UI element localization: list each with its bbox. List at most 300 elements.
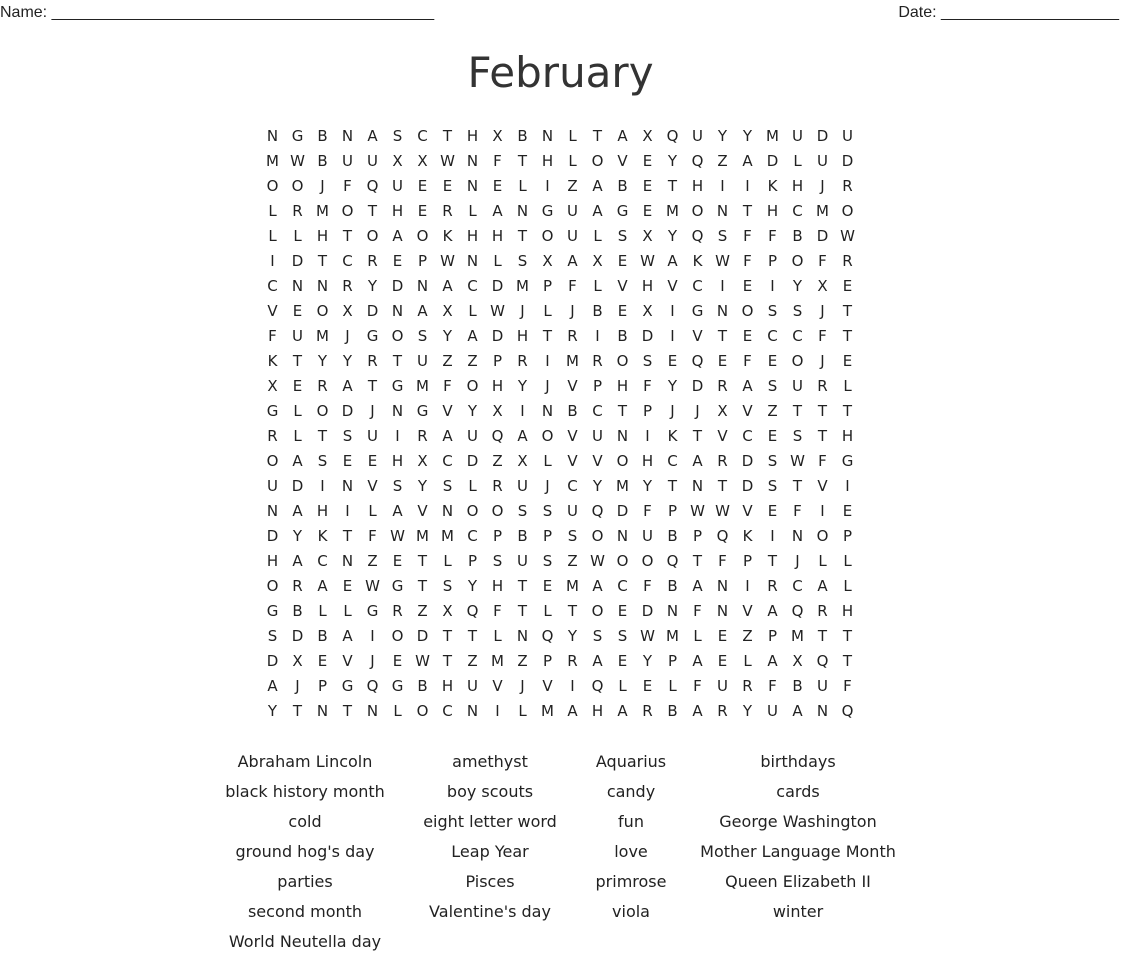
grid-letter[interactable]: T (517, 227, 528, 245)
grid-letter[interactable]: S (642, 352, 653, 370)
grid-letter[interactable]: E (617, 252, 628, 270)
grid-letter[interactable]: E (767, 352, 778, 370)
grid-letter[interactable]: V (742, 402, 753, 420)
grid-letter[interactable]: R (567, 327, 578, 345)
grid-letter[interactable]: H (641, 452, 654, 470)
grid-letter[interactable]: O (791, 252, 804, 270)
grid-letter[interactable]: T (617, 402, 628, 420)
grid-letter[interactable]: V (742, 502, 753, 520)
grid-letter[interactable]: N (541, 402, 554, 420)
grid-letter[interactable]: T (567, 602, 578, 620)
grid-letter[interactable]: I (345, 502, 350, 520)
grid-letter[interactable]: R (717, 377, 728, 395)
grid-letter[interactable]: E (542, 577, 553, 595)
grid-letter[interactable]: M (666, 627, 679, 645)
grid-letter[interactable]: G (341, 677, 354, 695)
grid-letter[interactable]: P (767, 252, 778, 270)
grid-letter[interactable]: Y (417, 477, 428, 495)
grid-letter[interactable]: U (717, 677, 728, 695)
grid-letter[interactable]: D (466, 452, 479, 470)
grid-letter[interactable]: A (417, 302, 428, 320)
grid-letter[interactable]: U (367, 152, 378, 170)
grid-letter[interactable]: Q (666, 552, 679, 570)
grid-letter[interactable]: K (442, 227, 453, 245)
grid-letter[interactable]: O (466, 502, 479, 520)
grid-letter[interactable]: J (820, 302, 825, 320)
grid-letter[interactable]: H (266, 552, 279, 570)
grid-letter[interactable]: E (492, 177, 503, 195)
grid-letter[interactable]: O (316, 302, 329, 320)
grid-letter[interactable]: J (695, 402, 700, 420)
grid-letter[interactable]: T (742, 202, 753, 220)
grid-letter[interactable]: N (316, 277, 329, 295)
grid-letter[interactable]: U (517, 477, 528, 495)
grid-letter[interactable]: F (443, 377, 452, 395)
grid-letter[interactable]: T (342, 527, 353, 545)
grid-letter[interactable]: L (843, 552, 852, 570)
grid-letter[interactable]: E (617, 302, 628, 320)
grid-letter[interactable]: O (841, 202, 854, 220)
grid-letter[interactable]: S (767, 477, 778, 495)
grid-letter[interactable]: C (792, 202, 803, 220)
grid-letter[interactable]: U (292, 327, 303, 345)
grid-letter[interactable]: O (266, 177, 279, 195)
grid-letter[interactable]: N (341, 127, 354, 145)
grid-letter[interactable]: L (518, 177, 527, 195)
grid-letter[interactable]: L (393, 702, 402, 720)
grid-letter[interactable]: V (367, 477, 378, 495)
grid-letter[interactable]: M (766, 127, 779, 145)
grid-letter[interactable]: T (292, 352, 303, 370)
grid-letter[interactable]: T (317, 252, 328, 270)
grid-letter[interactable]: N (266, 127, 279, 145)
date-field[interactable]: Date: ____________________ (898, 4, 1119, 21)
grid-letter[interactable]: V (442, 402, 453, 420)
grid-letter[interactable]: Q (591, 677, 604, 695)
grid-letter[interactable]: N (666, 602, 679, 620)
grid-letter[interactable]: B (592, 302, 603, 320)
grid-letter[interactable]: J (545, 377, 550, 395)
grid-letter[interactable]: X (442, 602, 453, 620)
grid-letter[interactable]: U (692, 127, 703, 145)
grid-letter[interactable]: T (292, 702, 303, 720)
grid-letter[interactable]: H (466, 127, 479, 145)
grid-letter[interactable]: N (616, 427, 629, 445)
grid-letter[interactable]: B (792, 677, 803, 695)
grid-letter[interactable]: T (342, 227, 353, 245)
grid-letter[interactable]: Q (541, 627, 554, 645)
grid-letter[interactable]: Q (591, 502, 604, 520)
grid-letter[interactable]: R (642, 702, 653, 720)
grid-letter[interactable]: E (667, 352, 678, 370)
grid-letter[interactable]: D (816, 127, 829, 145)
grid-letter[interactable]: D (766, 152, 779, 170)
grid-letter[interactable]: T (692, 427, 703, 445)
grid-letter[interactable]: O (791, 352, 804, 370)
grid-letter[interactable]: L (293, 402, 302, 420)
grid-letter[interactable]: J (670, 402, 675, 420)
grid-letter[interactable]: S (442, 577, 453, 595)
grid-letter[interactable]: O (491, 502, 504, 520)
grid-letter[interactable]: D (616, 502, 629, 520)
grid-letter[interactable]: D (491, 327, 504, 345)
grid-letter[interactable]: W (390, 527, 405, 545)
grid-letter[interactable]: A (817, 577, 828, 595)
grid-letter[interactable]: N (391, 302, 404, 320)
grid-letter[interactable]: E (767, 502, 778, 520)
grid-letter[interactable]: I (495, 702, 500, 720)
grid-letter[interactable]: O (616, 552, 629, 570)
grid-letter[interactable]: A (467, 327, 478, 345)
grid-letter[interactable]: I (720, 177, 725, 195)
grid-letter[interactable]: X (642, 302, 653, 320)
grid-letter[interactable]: I (670, 302, 675, 320)
grid-letter[interactable]: A (742, 377, 753, 395)
grid-letter[interactable]: O (591, 152, 604, 170)
grid-letter[interactable]: J (370, 652, 375, 670)
grid-letter[interactable]: Y (642, 477, 653, 495)
grid-letter[interactable]: R (717, 702, 728, 720)
grid-letter[interactable]: E (717, 652, 728, 670)
grid-letter[interactable]: Q (366, 677, 379, 695)
grid-letter[interactable]: X (292, 652, 303, 670)
grid-letter[interactable]: S (542, 502, 553, 520)
grid-letter[interactable]: G (291, 127, 304, 145)
grid-letter[interactable]: E (642, 177, 653, 195)
grid-letter[interactable]: E (442, 177, 453, 195)
grid-letter[interactable]: N (691, 477, 704, 495)
grid-letter[interactable]: Z (417, 602, 428, 620)
grid-letter[interactable]: Q (716, 527, 729, 545)
grid-letter[interactable]: A (592, 202, 603, 220)
grid-letter[interactable]: A (567, 252, 578, 270)
grid-letter[interactable]: A (617, 127, 628, 145)
grid-letter[interactable]: H (591, 702, 604, 720)
grid-letter[interactable]: S (517, 502, 528, 520)
grid-letter[interactable]: X (717, 402, 728, 420)
grid-letter[interactable]: V (617, 277, 628, 295)
grid-letter[interactable]: D (841, 152, 854, 170)
grid-letter[interactable]: Z (492, 452, 503, 470)
grid-letter[interactable]: X (342, 302, 353, 320)
grid-letter[interactable]: A (617, 702, 628, 720)
grid-letter[interactable]: B (792, 227, 803, 245)
grid-letter[interactable]: S (417, 327, 428, 345)
grid-letter[interactable]: M (516, 277, 529, 295)
grid-letter[interactable]: T (417, 577, 428, 595)
grid-letter[interactable]: T (517, 152, 528, 170)
grid-letter[interactable]: A (292, 452, 303, 470)
grid-letter[interactable]: W (415, 652, 430, 670)
grid-letter[interactable]: V (542, 677, 553, 695)
grid-letter[interactable]: S (317, 452, 328, 470)
grid-letter[interactable]: Y (642, 652, 653, 670)
grid-letter[interactable]: H (641, 277, 654, 295)
grid-letter[interactable]: C (342, 252, 353, 270)
grid-letter[interactable]: X (492, 127, 503, 145)
grid-letter[interactable]: L (493, 252, 502, 270)
grid-letter[interactable]: D (816, 227, 829, 245)
grid-letter[interactable]: V (417, 502, 428, 520)
grid-letter[interactable]: L (468, 202, 477, 220)
grid-letter[interactable]: V (567, 452, 578, 470)
grid-letter[interactable]: N (266, 502, 279, 520)
grid-letter[interactable]: G (391, 577, 404, 595)
grid-letter[interactable]: M (266, 152, 279, 170)
grid-letter[interactable]: B (292, 602, 303, 620)
grid-letter[interactable]: T (767, 552, 778, 570)
grid-letter[interactable]: N (466, 252, 479, 270)
grid-letter[interactable]: W (640, 627, 655, 645)
grid-letter[interactable]: E (342, 452, 353, 470)
grid-letter[interactable]: G (616, 202, 629, 220)
grid-letter[interactable]: S (617, 227, 628, 245)
grid-letter[interactable]: M (566, 577, 579, 595)
grid-letter[interactable]: Z (742, 627, 753, 645)
grid-letter[interactable]: I (770, 277, 775, 295)
grid-letter[interactable]: A (567, 702, 578, 720)
grid-letter[interactable]: K (692, 252, 703, 270)
grid-letter[interactable]: F (568, 277, 577, 295)
grid-letter[interactable]: O (366, 227, 379, 245)
grid-letter[interactable]: R (417, 427, 428, 445)
grid-letter[interactable]: F (843, 677, 852, 695)
grid-letter[interactable]: B (667, 577, 678, 595)
grid-letter[interactable]: A (292, 552, 303, 570)
grid-letter[interactable]: H (541, 152, 554, 170)
grid-letter[interactable]: Y (267, 702, 278, 720)
grid-letter[interactable]: A (592, 652, 603, 670)
grid-letter[interactable]: K (317, 527, 328, 545)
grid-letter[interactable]: A (517, 427, 528, 445)
grid-letter[interactable]: B (567, 402, 578, 420)
grid-letter[interactable]: I (670, 327, 675, 345)
grid-letter[interactable]: A (367, 127, 378, 145)
grid-letter[interactable]: P (542, 652, 553, 670)
grid-letter[interactable]: L (343, 602, 352, 620)
grid-letter[interactable]: B (417, 677, 428, 695)
grid-letter[interactable]: O (616, 352, 629, 370)
grid-letter[interactable]: B (317, 152, 328, 170)
grid-letter[interactable]: B (317, 627, 328, 645)
grid-letter[interactable]: V (267, 302, 278, 320)
grid-letter[interactable]: E (742, 327, 753, 345)
grid-letter[interactable]: F (818, 452, 827, 470)
grid-letter[interactable]: E (742, 277, 753, 295)
grid-letter[interactable]: R (817, 377, 828, 395)
grid-letter[interactable]: G (541, 202, 554, 220)
grid-letter[interactable]: N (416, 277, 429, 295)
grid-letter[interactable]: D (291, 252, 304, 270)
grid-letter[interactable]: L (818, 552, 827, 570)
grid-letter[interactable]: C (767, 327, 778, 345)
grid-letter[interactable]: M (791, 627, 804, 645)
grid-letter[interactable]: U (417, 352, 428, 370)
grid-letter[interactable]: T (442, 652, 453, 670)
grid-letter[interactable]: M (416, 527, 429, 545)
grid-letter[interactable]: L (318, 602, 327, 620)
grid-letter[interactable]: F (793, 502, 802, 520)
grid-letter[interactable]: F (743, 227, 752, 245)
grid-letter[interactable]: X (267, 377, 278, 395)
grid-letter[interactable]: G (266, 402, 279, 420)
grid-letter[interactable]: R (367, 352, 378, 370)
grid-letter[interactable]: Q (691, 152, 704, 170)
grid-letter[interactable]: D (741, 477, 754, 495)
grid-letter[interactable]: U (642, 527, 653, 545)
grid-letter[interactable]: X (642, 227, 653, 245)
grid-letter[interactable]: P (317, 677, 328, 695)
grid-letter[interactable]: V (592, 452, 603, 470)
grid-letter[interactable]: O (691, 202, 704, 220)
grid-letter[interactable]: D (641, 602, 654, 620)
grid-letter[interactable]: S (442, 477, 453, 495)
grid-letter[interactable]: Z (717, 152, 728, 170)
grid-letter[interactable]: Z (567, 552, 578, 570)
grid-letter[interactable]: A (292, 502, 303, 520)
grid-letter[interactable]: E (417, 202, 428, 220)
grid-letter[interactable]: Q (666, 127, 679, 145)
grid-letter[interactable]: I (545, 177, 550, 195)
grid-letter[interactable]: J (820, 177, 825, 195)
grid-letter[interactable]: W (290, 152, 305, 170)
grid-letter[interactable]: U (467, 677, 478, 695)
grid-letter[interactable]: F (643, 377, 652, 395)
grid-letter[interactable]: A (342, 377, 353, 395)
grid-letter[interactable]: I (270, 252, 275, 270)
grid-letter[interactable]: R (292, 202, 303, 220)
grid-letter[interactable]: P (542, 527, 553, 545)
grid-letter[interactable]: S (767, 452, 778, 470)
grid-letter[interactable]: L (468, 477, 477, 495)
grid-letter[interactable]: D (691, 377, 704, 395)
grid-letter[interactable]: C (467, 527, 478, 545)
grid-letter[interactable]: W (840, 227, 855, 245)
grid-letter[interactable]: D (266, 527, 279, 545)
grid-letter[interactable]: B (617, 327, 628, 345)
grid-letter[interactable]: T (542, 327, 553, 345)
grid-letter[interactable]: J (320, 177, 325, 195)
grid-letter[interactable]: X (417, 452, 428, 470)
grid-letter[interactable]: R (767, 577, 778, 595)
grid-letter[interactable]: K (267, 352, 278, 370)
grid-letter[interactable]: S (717, 227, 728, 245)
grid-letter[interactable]: O (641, 552, 654, 570)
grid-letter[interactable]: A (442, 427, 453, 445)
grid-letter[interactable]: K (767, 177, 778, 195)
grid-letter[interactable]: N (516, 202, 529, 220)
grid-letter[interactable]: H (441, 677, 454, 695)
grid-letter[interactable]: X (517, 452, 528, 470)
grid-letter[interactable]: F (743, 352, 752, 370)
grid-letter[interactable]: T (817, 427, 828, 445)
grid-letter[interactable]: F (818, 327, 827, 345)
grid-letter[interactable]: P (667, 652, 678, 670)
grid-letter[interactable]: E (842, 277, 853, 295)
grid-letter[interactable]: S (392, 477, 403, 495)
grid-letter[interactable]: U (592, 427, 603, 445)
grid-letter[interactable]: A (442, 277, 453, 295)
grid-letter[interactable]: B (317, 127, 328, 145)
grid-letter[interactable]: A (692, 652, 703, 670)
grid-letter[interactable]: V (342, 652, 353, 670)
grid-letter[interactable]: T (692, 552, 703, 570)
grid-letter[interactable]: F (493, 152, 502, 170)
grid-letter[interactable]: O (616, 452, 629, 470)
grid-letter[interactable]: W (490, 302, 505, 320)
grid-letter[interactable]: F (693, 677, 702, 695)
grid-letter[interactable]: A (592, 177, 603, 195)
grid-letter[interactable]: T (667, 477, 678, 495)
grid-letter[interactable]: H (466, 227, 479, 245)
grid-letter[interactable]: T (817, 402, 828, 420)
grid-letter[interactable]: F (368, 527, 377, 545)
grid-letter[interactable]: Z (567, 177, 578, 195)
grid-letter[interactable]: R (292, 577, 303, 595)
grid-letter[interactable]: I (395, 427, 400, 445)
grid-letter[interactable]: P (692, 527, 703, 545)
grid-letter[interactable]: V (742, 602, 753, 620)
grid-letter[interactable]: G (841, 452, 854, 470)
grid-letter[interactable]: E (617, 652, 628, 670)
grid-letter[interactable]: U (792, 377, 803, 395)
grid-letter[interactable]: N (341, 552, 354, 570)
grid-letter[interactable]: V (717, 427, 728, 445)
grid-letter[interactable]: C (267, 277, 278, 295)
grid-letter[interactable]: T (342, 702, 353, 720)
grid-letter[interactable]: W (715, 252, 730, 270)
grid-letter[interactable]: E (417, 177, 428, 195)
grid-letter[interactable]: J (545, 477, 550, 495)
grid-letter[interactable]: J (520, 677, 525, 695)
grid-letter[interactable]: Y (317, 352, 328, 370)
grid-letter[interactable]: T (517, 602, 528, 620)
grid-letter[interactable]: Q (791, 602, 804, 620)
grid-letter[interactable]: O (416, 227, 429, 245)
grid-letter[interactable]: F (768, 227, 777, 245)
grid-letter[interactable]: M (441, 527, 454, 545)
grid-letter[interactable]: A (692, 577, 703, 595)
grid-letter[interactable]: W (715, 502, 730, 520)
grid-letter[interactable]: G (391, 677, 404, 695)
grid-letter[interactable]: T (417, 552, 428, 570)
grid-letter[interactable]: O (391, 627, 404, 645)
grid-letter[interactable]: F (493, 602, 502, 620)
grid-letter[interactable]: R (742, 677, 753, 695)
grid-letter[interactable]: F (743, 252, 752, 270)
grid-letter[interactable]: X (792, 652, 803, 670)
grid-letter[interactable]: R (442, 202, 453, 220)
grid-letter[interactable]: A (592, 577, 603, 595)
grid-letter[interactable]: L (843, 377, 852, 395)
grid-letter[interactable]: V (567, 427, 578, 445)
grid-letter[interactable]: U (392, 177, 403, 195)
grid-letter[interactable]: Y (567, 627, 578, 645)
grid-letter[interactable]: N (516, 627, 529, 645)
grid-letter[interactable]: A (742, 152, 753, 170)
grid-letter[interactable]: T (842, 402, 853, 420)
grid-letter[interactable]: T (717, 327, 728, 345)
grid-letter[interactable]: S (492, 552, 503, 570)
grid-letter[interactable]: C (467, 277, 478, 295)
grid-letter[interactable]: O (591, 527, 604, 545)
grid-letter[interactable]: N (716, 202, 729, 220)
grid-letter[interactable]: R (392, 602, 403, 620)
grid-letter[interactable]: I (845, 477, 850, 495)
grid-letter[interactable]: N (441, 502, 454, 520)
grid-letter[interactable]: I (745, 577, 750, 595)
grid-letter[interactable]: S (592, 627, 603, 645)
